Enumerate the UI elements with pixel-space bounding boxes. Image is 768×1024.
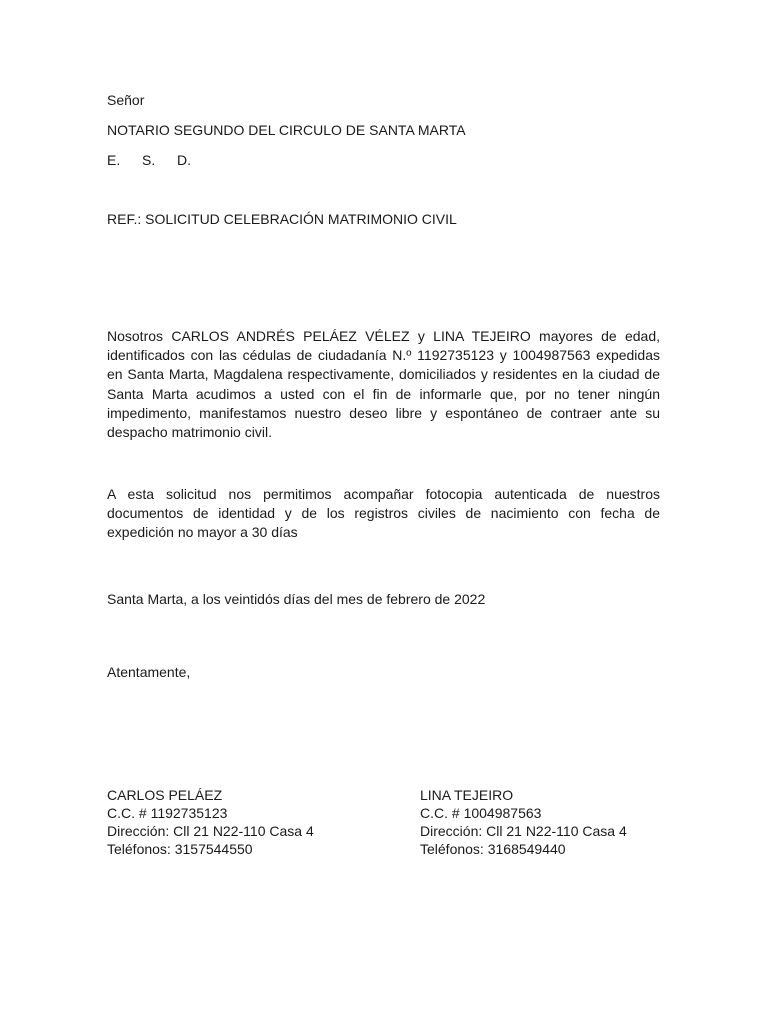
signatory-name: CARLOS PELÁEZ [107,787,223,803]
esd-line [107,151,191,169]
closing: Atentamente, [107,664,191,680]
signatory-id: C.C. # 1004987563 [420,805,542,821]
signatory-name: LINA TEJEIRO [420,787,514,803]
reference-line: REF.: SOLICITUD CELEBRACIÓN MATRIMONIO CIVIL [107,211,457,227]
body-paragraph-1: Nosotros CARLOS ANDRÉS PELÁEZ VÉLEZ y LINA TEJEIRO mayores de edad, identificados con las cédulas de ciudadanía N.º 1192735123 y 1004987563 expedidas en Santa Marta, Magdalena respectivamente, domiciliados y residentes en la ciudad de Santa Marta acudimos a usted con el fin de informarle que, por no tener ningún impedimento, manifestamos nuestro deseo libre y espontáneo de contraer ante su despacho matrimonio civil. [107,328,660,441]
recipient-line: NOTARIO SEGUNDO DEL CIRCULO DE SANTA MARTA [107,122,466,138]
signatory-phone: Teléfonos: 3168549440 [420,841,566,857]
signatory-phone: Teléfonos: 3157544550 [107,841,253,857]
salutation: Señor [107,92,145,108]
date-line: Santa Marta, a los veintidós días del mes de febrero de 2022 [107,591,486,607]
signatory-address: Dirección: Cll 21 N22-110 Casa 4 [107,823,314,839]
signatory-address: Dirección: Cll 21 N22-110 Casa 4 [420,823,627,839]
body-paragraph-2: A esta solicitud nos permitimos acompañar fotocopia autenticada de nuestros documentos de identidad y de los registros civiles de nacimiento con fecha de expedición no mayor a 30 días [107,486,660,541]
esd-s: S. [142,152,156,168]
esd-d: D. [177,152,191,168]
signatory-id: C.C. # 1192735123 [107,805,228,821]
signatory-block-right [420,786,627,858]
esd-e: E. [107,152,121,168]
signatory-block-left [107,786,314,858]
